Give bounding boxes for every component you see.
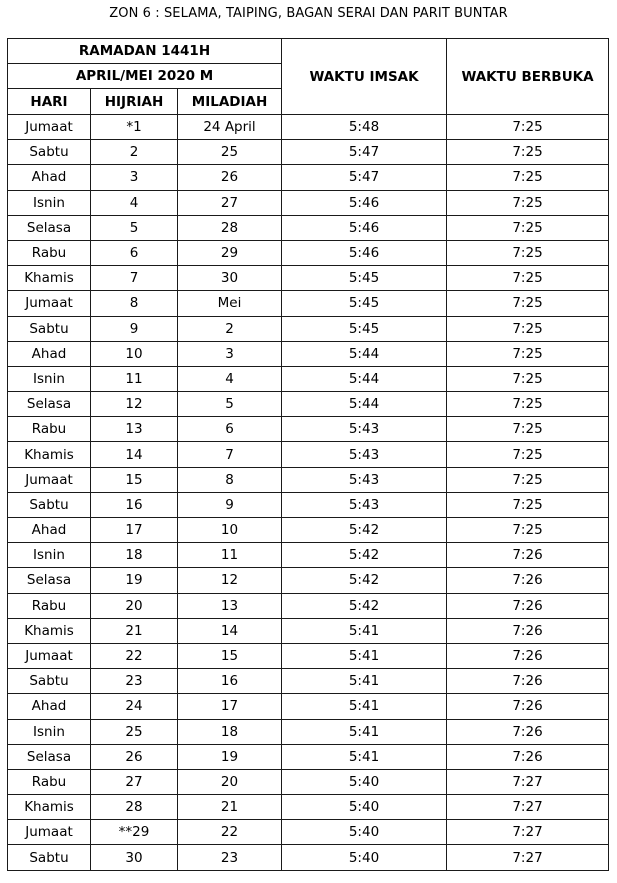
hijri-date-cell: 2 [91,140,178,165]
day-cell: Jumaat [8,291,91,316]
imsak-time-cell: 5:43 [282,442,447,467]
hijri-date-cell: 10 [91,341,178,366]
hijri-date-cell: 24 [91,694,178,719]
berbuka-time-cell: 7:25 [447,518,609,543]
hijri-date-cell: 5 [91,215,178,240]
miladiah-column-header: MILADIAH [178,89,282,115]
berbuka-time-cell: 7:25 [447,215,609,240]
hijri-date-cell: 30 [91,845,178,870]
table-body [8,115,609,871]
imsak-time-cell: 5:46 [282,240,447,265]
hijri-date-cell: 9 [91,316,178,341]
ramadan-schedule-table [7,38,609,871]
table-row [8,744,609,769]
imsak-time-cell: 5:48 [282,115,447,140]
imsak-time-cell: 5:40 [282,820,447,845]
day-cell: Ahad [8,165,91,190]
gregorian-date-cell: 26 [178,165,282,190]
table-row [8,769,609,794]
hijri-date-cell: 25 [91,719,178,744]
gregorian-date-cell: 28 [178,215,282,240]
imsak-time-cell: 5:41 [282,643,447,668]
imsak-time-cell: 5:47 [282,165,447,190]
day-cell: Khamis [8,442,91,467]
day-cell: Jumaat [8,115,91,140]
table-row [8,719,609,744]
hijri-date-cell: 27 [91,769,178,794]
berbuka-time-cell: 7:25 [447,316,609,341]
hijri-date-cell: 7 [91,266,178,291]
imsak-time-cell: 5:42 [282,568,447,593]
months-heading: APRIL/MEI 2020 M [8,64,282,89]
berbuka-time-cell: 7:27 [447,769,609,794]
table-row [8,417,609,442]
day-cell: Khamis [8,795,91,820]
imsak-time-cell: 5:42 [282,593,447,618]
hijri-date-cell: 11 [91,366,178,391]
hijri-date-cell: 18 [91,543,178,568]
gregorian-date-cell: 27 [178,190,282,215]
hijri-date-cell: 23 [91,669,178,694]
gregorian-date-cell: 4 [178,366,282,391]
imsak-time-cell: 5:43 [282,417,447,442]
gregorian-date-cell: 17 [178,694,282,719]
gregorian-date-cell: 3 [178,341,282,366]
hijriah-column-header: HIJRIAH [91,89,178,115]
table-row [8,140,609,165]
gregorian-date-cell: 30 [178,266,282,291]
gregorian-date-cell: 11 [178,543,282,568]
table-row [8,165,609,190]
table-row [8,392,609,417]
gregorian-date-cell: 15 [178,643,282,668]
imsak-time-cell: 5:40 [282,795,447,820]
gregorian-date-cell: 25 [178,140,282,165]
day-cell: Selasa [8,744,91,769]
hijri-date-cell: 15 [91,467,178,492]
table-row [8,291,609,316]
day-cell: Ahad [8,341,91,366]
imsak-time-cell: 5:41 [282,669,447,694]
berbuka-time-cell: 7:25 [447,165,609,190]
day-cell: Isnin [8,719,91,744]
gregorian-date-cell: 19 [178,744,282,769]
table-row [8,316,609,341]
table-row [8,467,609,492]
table-row [8,190,609,215]
table-row [8,820,609,845]
table-row [8,492,609,517]
gregorian-date-cell: 9 [178,492,282,517]
hijri-date-cell: 22 [91,643,178,668]
hijri-date-cell: **29 [91,820,178,845]
imsak-time-cell: 5:40 [282,769,447,794]
imsak-time-cell: 5:44 [282,392,447,417]
berbuka-time-cell: 7:25 [447,291,609,316]
hijri-date-cell: 13 [91,417,178,442]
table-row [8,568,609,593]
imsak-time-cell: 5:42 [282,518,447,543]
gregorian-date-cell: 2 [178,316,282,341]
hijri-date-cell: 12 [91,392,178,417]
imsak-time-cell: 5:45 [282,291,447,316]
table-row [8,593,609,618]
table-row [8,518,609,543]
table-row [8,643,609,668]
gregorian-date-cell: 14 [178,618,282,643]
day-cell: Ahad [8,694,91,719]
gregorian-date-cell: 10 [178,518,282,543]
table-row [8,845,609,870]
berbuka-time-cell: 7:25 [447,442,609,467]
hijri-date-cell: 26 [91,744,178,769]
imsak-time-cell: 5:46 [282,215,447,240]
table-row [8,341,609,366]
imsak-column-header: WAKTU IMSAK [282,39,447,115]
hijri-date-cell: 17 [91,518,178,543]
table-row [8,366,609,391]
gregorian-date-cell: 23 [178,845,282,870]
imsak-time-cell: 5:40 [282,845,447,870]
imsak-time-cell: 5:47 [282,140,447,165]
gregorian-date-cell: 12 [178,568,282,593]
gregorian-date-cell: 18 [178,719,282,744]
day-cell: Selasa [8,392,91,417]
berbuka-time-cell: 7:25 [447,341,609,366]
berbuka-time-cell: 7:27 [447,845,609,870]
gregorian-date-cell: 22 [178,820,282,845]
table-row [8,694,609,719]
day-cell: Rabu [8,417,91,442]
gregorian-date-cell: 5 [178,392,282,417]
day-cell: Isnin [8,543,91,568]
imsak-time-cell: 5:44 [282,366,447,391]
hijri-date-cell: 20 [91,593,178,618]
imsak-time-cell: 5:45 [282,266,447,291]
hari-column-header: HARI [8,89,91,115]
berbuka-time-cell: 7:25 [447,266,609,291]
zone-title: ZON 6 : SELAMA, TAIPING, BAGAN SERAI DAN PARIT BUNTAR [109,6,508,21]
header-row-ramadan [8,39,609,64]
gregorian-date-cell: 13 [178,593,282,618]
day-cell: Sabtu [8,140,91,165]
berbuka-time-cell: 7:25 [447,492,609,517]
table-row [8,266,609,291]
hijri-date-cell: 8 [91,291,178,316]
berbuka-time-cell: 7:26 [447,744,609,769]
day-cell: Isnin [8,366,91,391]
berbuka-time-cell: 7:26 [447,719,609,744]
table-row [8,442,609,467]
berbuka-time-cell: 7:27 [447,795,609,820]
hijri-date-cell: 6 [91,240,178,265]
berbuka-time-cell: 7:25 [447,140,609,165]
berbuka-column-header: WAKTU BERBUKA [447,39,609,115]
table-row [8,669,609,694]
day-cell: Jumaat [8,820,91,845]
day-cell: Rabu [8,593,91,618]
day-cell: Rabu [8,769,91,794]
hijri-date-cell: *1 [91,115,178,140]
hijri-date-cell: 14 [91,442,178,467]
table-row [8,240,609,265]
berbuka-time-cell: 7:26 [447,618,609,643]
table-header [8,39,609,115]
berbuka-time-cell: 7:25 [447,115,609,140]
gregorian-date-cell: 6 [178,417,282,442]
berbuka-time-cell: 7:26 [447,669,609,694]
day-cell: Sabtu [8,492,91,517]
gregorian-date-cell: 29 [178,240,282,265]
day-cell: Jumaat [8,467,91,492]
imsak-time-cell: 5:41 [282,618,447,643]
day-cell: Jumaat [8,643,91,668]
berbuka-time-cell: 7:26 [447,643,609,668]
hijri-date-cell: 16 [91,492,178,517]
berbuka-time-cell: 7:26 [447,543,609,568]
imsak-time-cell: 5:43 [282,467,447,492]
berbuka-time-cell: 7:25 [447,366,609,391]
imsak-time-cell: 5:41 [282,694,447,719]
berbuka-time-cell: 7:25 [447,190,609,215]
day-cell: Sabtu [8,669,91,694]
hijri-date-cell: 3 [91,165,178,190]
imsak-time-cell: 5:44 [282,341,447,366]
imsak-time-cell: 5:46 [282,190,447,215]
day-cell: Rabu [8,240,91,265]
imsak-time-cell: 5:41 [282,719,447,744]
hijri-date-cell: 19 [91,568,178,593]
imsak-time-cell: 5:41 [282,744,447,769]
gregorian-date-cell: Mei [178,291,282,316]
day-cell: Sabtu [8,316,91,341]
gregorian-date-cell: 24 April [178,115,282,140]
gregorian-date-cell: 20 [178,769,282,794]
berbuka-time-cell: 7:25 [447,467,609,492]
day-cell: Selasa [8,568,91,593]
table-row [8,795,609,820]
berbuka-time-cell: 7:26 [447,694,609,719]
table-row [8,215,609,240]
gregorian-date-cell: 16 [178,669,282,694]
ramadan-heading: RAMADAN 1441H [8,39,282,64]
gregorian-date-cell: 7 [178,442,282,467]
berbuka-time-cell: 7:26 [447,568,609,593]
gregorian-date-cell: 21 [178,795,282,820]
berbuka-time-cell: 7:25 [447,392,609,417]
gregorian-date-cell: 8 [178,467,282,492]
hijri-date-cell: 4 [91,190,178,215]
table-row [8,115,609,140]
imsak-time-cell: 5:42 [282,543,447,568]
day-cell: Khamis [8,618,91,643]
day-cell: Khamis [8,266,91,291]
day-cell: Isnin [8,190,91,215]
table-row [8,618,609,643]
berbuka-time-cell: 7:25 [447,417,609,442]
day-cell: Sabtu [8,845,91,870]
table-row [8,543,609,568]
berbuka-time-cell: 7:27 [447,820,609,845]
hijri-date-cell: 21 [91,618,178,643]
day-cell: Ahad [8,518,91,543]
hijri-date-cell: 28 [91,795,178,820]
day-cell: Selasa [8,215,91,240]
berbuka-time-cell: 7:26 [447,593,609,618]
berbuka-time-cell: 7:25 [447,240,609,265]
imsak-time-cell: 5:45 [282,316,447,341]
imsak-time-cell: 5:43 [282,492,447,517]
